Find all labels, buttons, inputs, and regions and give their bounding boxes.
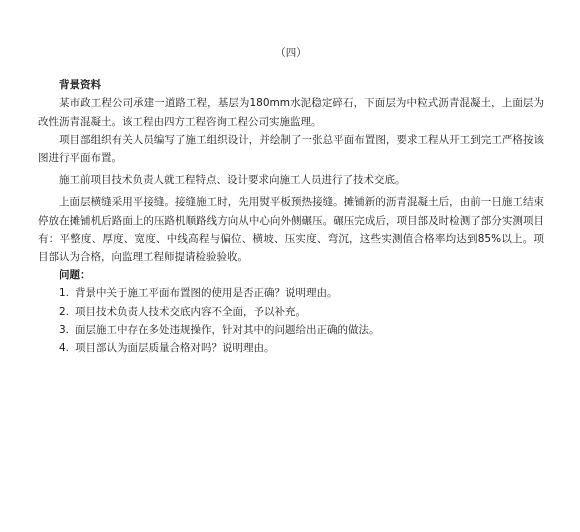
question-text: 项目技术负责人技术交底内容不全面，予以补充。 <box>75 305 306 318</box>
question-text: 面层施工中存在多处违规操作，针对其中的问题给出正确的做法。 <box>75 323 380 336</box>
paragraph-surface-construction: 上面层横缝采用平接缝。接缝施工时，先用熨平板预热接缝。摊铺新的沥青混凝土后，由前一日施工结束停放在摊铺机后路面上的压路机顺路线方向从中心向外侧碾压。碾压完成后，项目部及时检测了部分实测项目有：平整度、厚度、宽度、中线高程与偏位、横坡、压实度、弯沉，这些实测值合格率均达到85%以上。项目部认为合格，向监理工程师提请检验验收。 <box>38 196 544 264</box>
section-title: （四） <box>275 47 307 59</box>
question-number: 3. <box>59 323 70 336</box>
document-page <box>38 44 544 357</box>
questions-heading: 问题： <box>59 269 91 282</box>
question-number: 1. <box>59 287 70 300</box>
question-item <box>38 339 544 357</box>
paragraph-project-overview: 某市政工程公司承建一道路工程，基层为180mm水泥稳定碎石，下面层为中粒式沥青混凝土，上面层为改性沥青混凝土。该工程由四方工程咨询工程公司实施监理。 <box>38 97 544 128</box>
question-item <box>38 284 544 302</box>
question-item <box>38 321 544 339</box>
question-text: 项目部认为面层质量合格对吗？说明理由。 <box>75 342 275 355</box>
question-text: 背景中关于施工平面布置图的使用是否正确？说明理由。 <box>75 287 338 300</box>
paragraph-construction-plan: 项目部组织有关人员编写了施工组织设计，并绘制了一张总平面布置图，要求工程从开工到完工严格按该图进行平面布置。 <box>38 133 544 165</box>
question-number: 4. <box>59 342 70 355</box>
questions-list <box>38 284 544 357</box>
question-number: 2. <box>59 305 70 318</box>
background-heading: 背景资料 <box>59 79 101 92</box>
paragraph-technical-briefing: 施工前项目技术负责人就工程特点、设计要求向施工人员进行了技术交底。 <box>59 174 406 187</box>
question-item <box>38 303 544 321</box>
